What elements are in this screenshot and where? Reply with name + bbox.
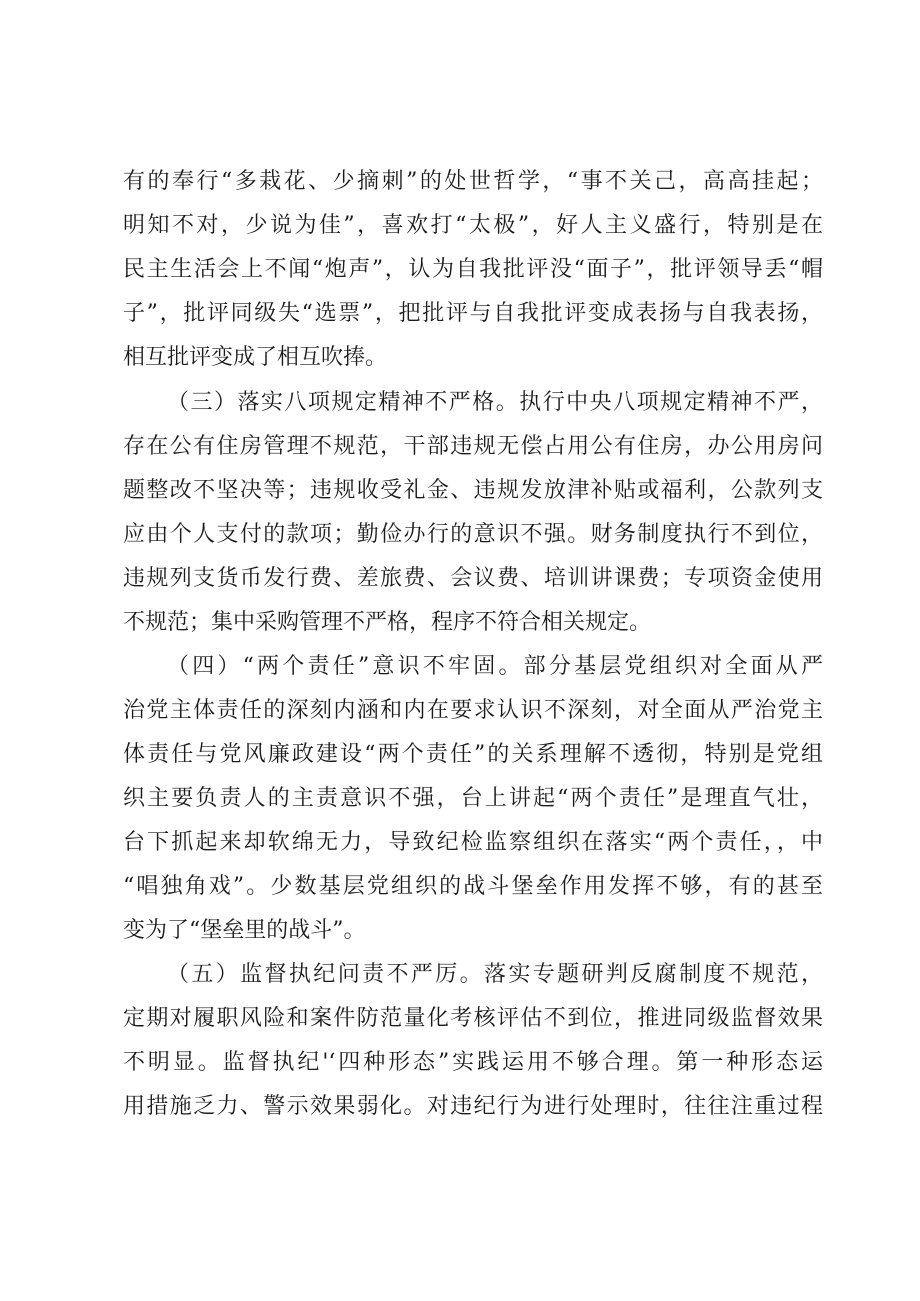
text-line: 定期对履职风险和案件防范量化考核评估不到位，推进同级监督效果: [123, 1006, 823, 1031]
text-line: 不明显。监督执纪'‘四种形态”实践运用不够合理。第一种形态运: [123, 1050, 823, 1075]
text-line: 有的奉行“多栽花、少摘刺”的处世哲学，“事不关己，高高挂起；: [123, 169, 823, 194]
text-line: 体责任与党风廉政建设“两个责任”的关系理解不透彻，特别是党组: [123, 742, 823, 767]
text-line: 治党主体责任的深刻内涵和内在要求认识不深刻，对全面从严治党主: [123, 698, 823, 723]
text-line: 用措施乏力、警示效果弱化。对违纪行为进行处理时，往往注重过程: [123, 1094, 823, 1119]
text-line: 不规范；集中采购管理不严格，程序不符合相关规定。: [123, 610, 652, 635]
text-line: 存在公有住房管理不规范，干部违规无偿占用公有住房，办公用房问: [123, 434, 823, 459]
text-line: 民主生活会上不闻“炮声”，认为自我批评没“面子”，批评领导丢“帽: [123, 257, 823, 282]
text-line: 台下抓起来却软绵无力，导致纪检监察组织在落实“两个责任，，中: [123, 830, 823, 855]
text-line: 相互批评变成了相互吹捧。: [123, 345, 388, 370]
text-line: 应由个人支付的款项；勤俭办行的意识不强。财务制度执行不到位，: [123, 522, 823, 547]
section-heading-three: （三）落实八项规定精神不严格。执行中央八项规定精神不严，: [167, 390, 823, 415]
text-line: 子”，批评同级失“选票”，把批评与自我批评变成表扬与自我表扬，: [123, 301, 823, 326]
section-heading-five: （五）监督执纪问责不严厉。落实专题研判反腐制度不规范，: [167, 962, 823, 987]
text-line: 变为了“堡垒里的战斗”。: [123, 918, 366, 943]
text-line: 违规列支货币发行费、差旅费、会议费、培训讲课费；专项资金使用: [123, 566, 823, 591]
text-line: 织主要负责人的主责意识不强，台上讲起“两个责任”是理直气壮，: [123, 786, 823, 811]
text-line: 明知不对，少说为佳”，喜欢打“太极”，好人主义盛行，特别是在: [123, 213, 823, 238]
text-line: “唱独角戏”。少数基层党组织的战斗堡垒作用发挥不够，有的甚至: [123, 874, 823, 899]
text-line: 题整改不坚决等；违规收受礼金、违规发放津补贴或福利，公款列支: [123, 478, 823, 503]
section-heading-four: （四）“两个责任”意识不牢固。部分基层党组织对全面从严: [167, 654, 823, 679]
